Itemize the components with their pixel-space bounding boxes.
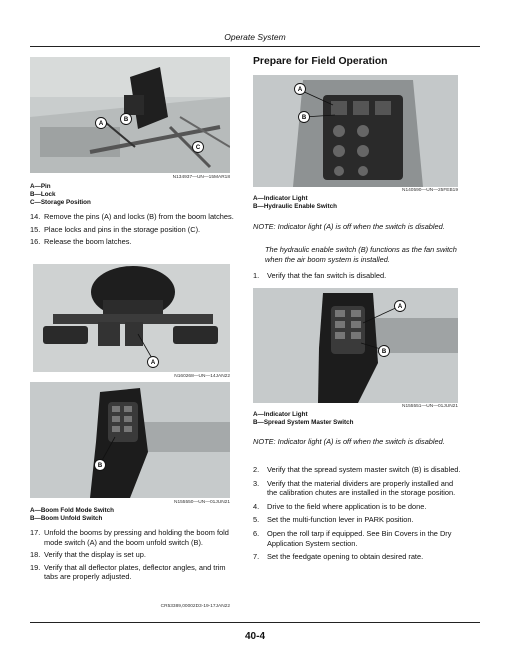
footer-rule [30, 622, 480, 623]
step-item: 16. Release the boom latches. [30, 237, 132, 247]
callout-a-label: A [297, 87, 303, 93]
legend-item: A—Pin [30, 183, 51, 190]
step-item: 2. Verify that the spread system master switch (B) is disabled. [253, 465, 461, 474]
step-item: 1. Verify that the fan switch is disabled. [253, 271, 387, 280]
step-item: 7. Set the feedgate opening to obtain desired rate. [253, 552, 424, 562]
step-item: 19. Verify that all deflector plates, deflector angles, and trim tabs are properly adjusted. [30, 562, 226, 582]
callout-b-label: B [381, 349, 387, 355]
legend-item: B—Boom Unfold Switch [30, 515, 103, 522]
figure-id: N134937—UN—15MAR18 [172, 175, 230, 180]
legend-item: C—Storage Position [30, 199, 91, 206]
figure-joystick-boom [30, 382, 230, 498]
header-rule [30, 46, 480, 47]
figure-hydraulic-switch [253, 75, 458, 187]
figure-spread-switch [253, 288, 458, 403]
callout-a-label: A [150, 360, 156, 366]
section-title: Prepare for Field Operation [253, 56, 388, 67]
step-item: 4. Drive to the field where application is to be done. [253, 501, 427, 511]
legend-item: B—Lock [30, 191, 56, 198]
callout-a-label: A [98, 121, 104, 127]
legend-item: B—Spread System Master Switch [253, 419, 354, 426]
legend-item: A—Boom Fold Mode Switch [30, 507, 114, 514]
figure-legend [253, 411, 353, 427]
legend-item: A—Indicator Light [253, 411, 308, 418]
figure-id: N160268—UN—14JAN22 [174, 374, 230, 379]
running-header: Operate System [224, 32, 286, 42]
note: NOTE: Indicator light (A) is off when the switch is disabled. [253, 437, 445, 446]
legend-item: A—Indicator Light [253, 195, 308, 202]
callout-b-label: B [301, 115, 307, 121]
step-item: 6. Open the roll tarp if equipped. See Bin Covers in the Dry Application System section. [253, 528, 452, 548]
step-item: 14. Remove the pins (A) and locks (B) from the boom latches. [30, 212, 234, 221]
figure-legend [253, 195, 337, 211]
step-item: 15. Place locks and pins in the storage position (C). [30, 224, 201, 234]
legend-item: B—Hydraulic Enable Switch [253, 203, 337, 210]
figure-pedals [33, 264, 230, 372]
step-item: 3. Verify that the material dividers are properly installed and the calibration chutes are installed in the storage position. [253, 478, 456, 498]
step-item: 17. Unfold the booms by pressing and holding the boom fold mode switch (A) and the boom unfold switch (B). [30, 528, 229, 547]
figure-boom-latch [30, 57, 230, 173]
callout-b-label: B [123, 117, 129, 123]
reference-code: CR53389,00002D3-19-17JAN22 [160, 604, 230, 609]
step-item: 5. Set the multi-function lever in PARK position. [253, 515, 414, 525]
note-continued: The hydraulic enable switch (B) functions as the fan switch when the air boom system is installed. [265, 245, 457, 264]
step-list [30, 528, 235, 582]
figure-id: N155551—UN—01JUN21 [402, 404, 458, 409]
step-list [253, 465, 463, 562]
page-number: 40-4 [244, 631, 265, 642]
figure-legend [30, 183, 91, 207]
figure-legend [30, 507, 114, 523]
figure-id: N155550—UN—01JUN21 [174, 500, 230, 505]
callout-b-label: B [97, 463, 103, 469]
note: NOTE: Indicator light (A) is off when the switch is disabled. [253, 222, 445, 231]
callout-c-label: C [195, 145, 201, 151]
step-item: 18. Verify that the display is set up. [30, 550, 146, 560]
callout-a-label: A [397, 304, 403, 310]
figure-id: N140590—UN—25FEB19 [402, 188, 458, 193]
step-list [30, 212, 235, 247]
